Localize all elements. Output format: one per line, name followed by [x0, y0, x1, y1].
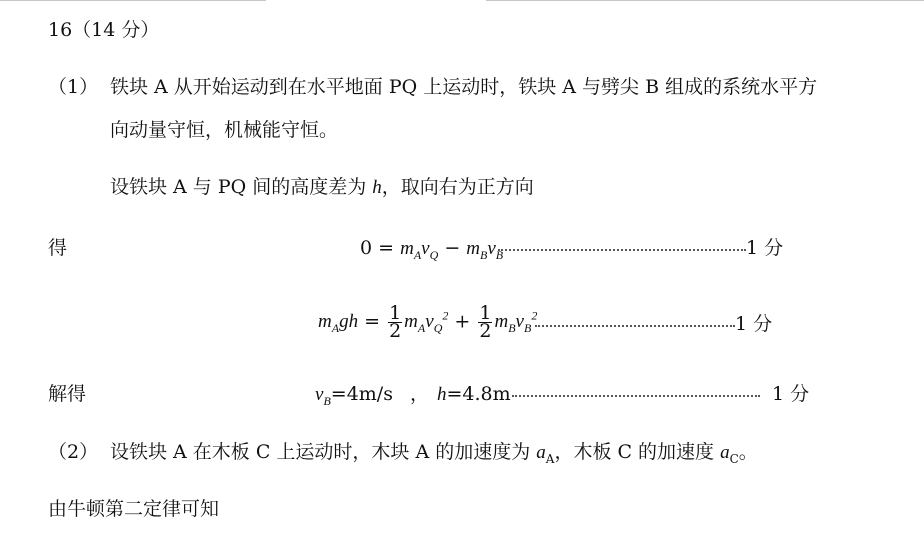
part1-setup: 设铁块 A 与 PQ 间的高度差为 h，取向右为正方向 [110, 176, 534, 198]
result-vb: $v_B=4m/s$ [315, 383, 393, 408]
top-rule-right [486, 0, 924, 1]
part1-label: （1） [48, 76, 99, 98]
equation-momentum: $0 = m_Av_Q - m_Bv_B$ [360, 237, 504, 262]
newton-law-line: 由牛顿第二定律可知 [48, 498, 220, 520]
part1-line2: 向动量守恒，机械能守恒。 [110, 119, 339, 141]
result-separator: ， [410, 383, 430, 405]
score-row-3: 1 分 [512, 382, 809, 406]
equation-energy: $m_Agh$ = $\frac{1}{2}$ $m_Av_Q^2$ + $\frac{1}{2}$ $m_Bv_B^2$ [318, 301, 538, 342]
score-row-1: 1 分 [498, 236, 783, 260]
part2-label: （2） [48, 441, 99, 463]
de-label: 得 [48, 237, 68, 259]
top-rule-left [0, 0, 266, 1]
score-row-2: 1 分 [535, 312, 772, 336]
result-h: h=4.8m [437, 383, 511, 405]
solve-label: 解得 [48, 383, 87, 405]
part2-line1: 设铁块 A 在木板 C 上运动时，木块 A 的加速度为 $a_A$，木板 C 的加速度 $a_C$。 [110, 441, 758, 466]
question-heading: 16（14 分） [48, 19, 160, 41]
part1-line1: 铁块 A 从开始运动到在水平地面 PQ 上运动时，铁块 A 与劈尖 B 组成的系统水平方 [110, 76, 818, 98]
